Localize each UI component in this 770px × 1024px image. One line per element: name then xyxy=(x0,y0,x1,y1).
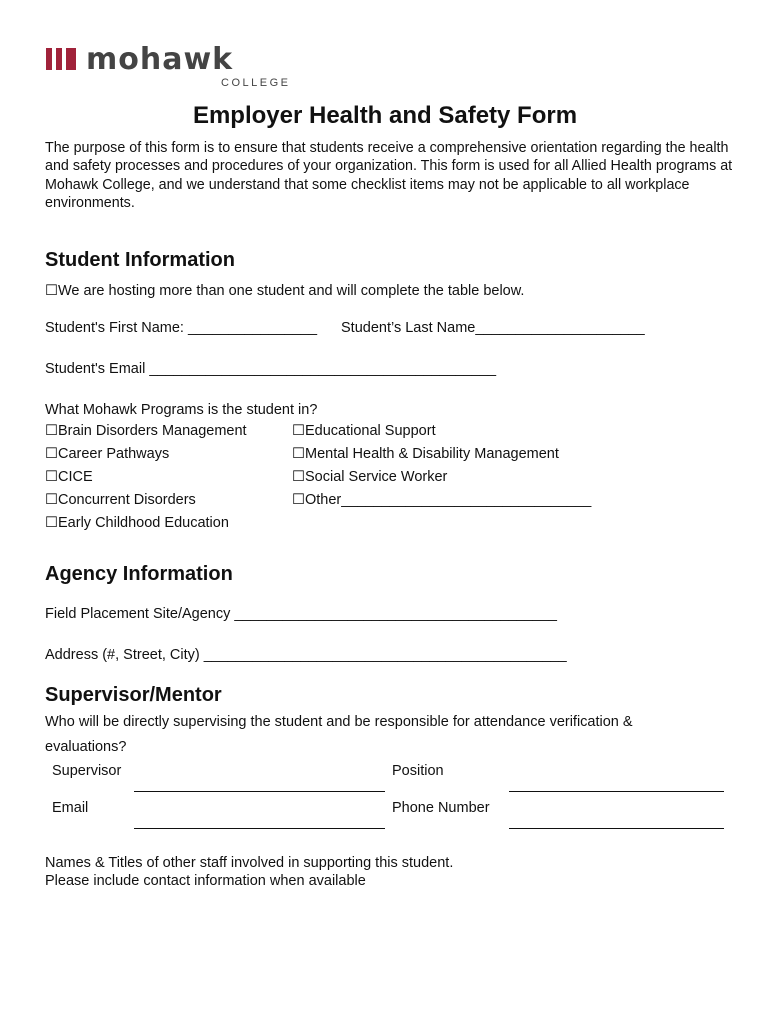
programs-question: What Mohawk Programs is the student in? xyxy=(45,402,318,418)
logo-wordmark: mohawk xyxy=(86,42,234,77)
first-name-field[interactable]: Student's First Name: ________________ xyxy=(45,320,318,336)
email-label: Email xyxy=(52,800,89,816)
other-staff-line2: Please include contact information when available xyxy=(45,873,366,889)
program-educational-support[interactable]: ☐Educational Support xyxy=(292,423,436,439)
address-field[interactable]: Address (#, Street, City) _____________________________________________ xyxy=(45,647,567,663)
phone-line[interactable] xyxy=(509,828,724,829)
phone-label: Phone Number xyxy=(392,800,490,816)
supervisor-question-line1: Who will be directly supervising the student and be responsible for attendance verification & xyxy=(45,714,633,730)
program-early-childhood[interactable]: ☐Early Childhood Education xyxy=(45,515,229,531)
supervisor-label: Supervisor xyxy=(52,763,122,779)
other-staff-line1: Names & Titles of other staff involved in supporting this student. xyxy=(45,855,454,871)
intro-paragraph: The purpose of this form is to ensure that students receive a comprehensive orientation regarding the health and safety processes and procedures of your organization. This form is used for all Allied Health programs at Mohawk College, and we understand that some checklist items may not be applicable to all workplace environments. xyxy=(45,140,733,212)
position-label: Position xyxy=(392,763,444,779)
last-name-field[interactable]: Student’s Last Name_____________________ xyxy=(341,320,645,336)
student-info-heading: Student Information xyxy=(45,249,235,271)
program-other-field[interactable]: ☐Other_______________________________ xyxy=(292,492,592,508)
supervisor-email-line[interactable] xyxy=(134,828,385,829)
program-mental-health[interactable]: ☐Mental Health & Disability Management xyxy=(292,446,559,462)
supervisor-heading: Supervisor/Mentor xyxy=(45,684,222,706)
agency-info-heading: Agency Information xyxy=(45,563,233,585)
multi-student-checkbox[interactable]: ☐We are hosting more than one student and will complete the table below. xyxy=(45,283,525,299)
student-email-field[interactable]: Student's Email ___________________________________________ xyxy=(45,361,497,377)
program-concurrent-disorders[interactable]: ☐Concurrent Disorders xyxy=(45,492,196,508)
program-social-service-worker[interactable]: ☐Social Service Worker xyxy=(292,469,448,485)
placement-site-field[interactable]: Field Placement Site/Agency ________________________________________ xyxy=(45,606,557,622)
program-cice[interactable]: ☐CICE xyxy=(45,469,93,485)
program-career-pathways[interactable]: ☐Career Pathways xyxy=(45,446,170,462)
program-brain-disorders[interactable]: ☐Brain Disorders Management xyxy=(45,423,247,439)
position-line[interactable] xyxy=(509,791,724,792)
logo-subtitle: COLLEGE xyxy=(221,77,291,89)
supervisor-question-line2: evaluations? xyxy=(45,739,127,755)
supervisor-name-line[interactable] xyxy=(134,791,385,792)
page-title: Employer Health and Safety Form xyxy=(192,102,578,129)
